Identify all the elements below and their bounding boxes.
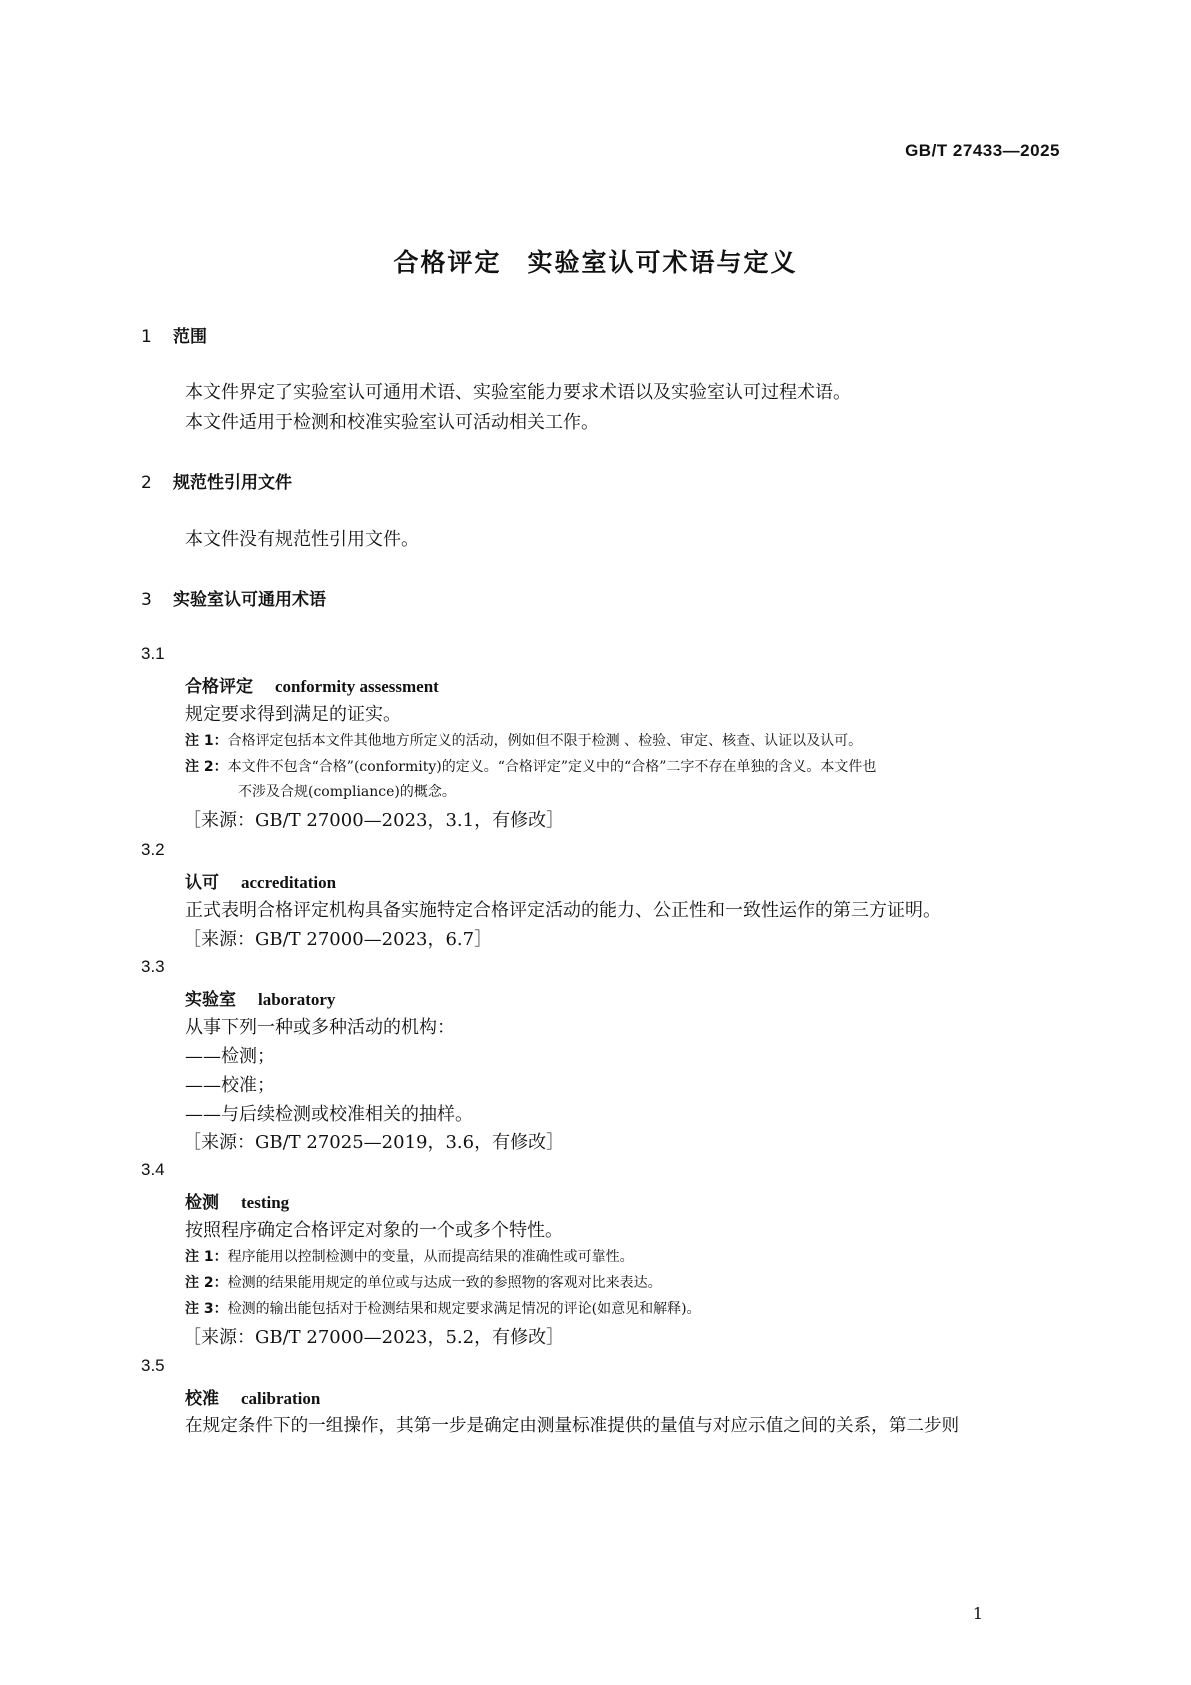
term-heading: 检测 testing [185, 1193, 290, 1213]
term-definition: 从事下列一种或多种活动的机构： [185, 1017, 455, 1038]
note: 注 3：检测的输出能包括对于检测结果和规定要求满足情况的评论(如意见和解释)。 [185, 1301, 701, 1317]
document-title [0, 243, 1191, 279]
note-continuation: 不涉及合规(compliance)的概念。 [238, 784, 456, 800]
clause-number: 3.2 [141, 840, 165, 859]
clause-number: 3.1 [141, 644, 165, 663]
list-item: ——检测； [185, 1046, 275, 1067]
term-source: ［来源：GB/T 27000—2023，5.2，有修改］ [183, 1327, 565, 1348]
term-heading: 认可 accreditation [185, 873, 337, 893]
note: 注 2：本文件不包含“合格”(conformity)的定义。“合格评定”定义中的“合格”二字不存在单独的含义。本文件也 [185, 759, 877, 775]
section-heading: 3 实验室认可通用术语 [141, 590, 326, 610]
title-part2: 实验室认可术语与定义 [527, 248, 798, 277]
page-number: 1 [972, 1604, 983, 1623]
list-item: ——校准； [185, 1075, 275, 1096]
term-definition: 在规定条件下的一组操作，其第一步是确定由测量标准提供的量值与对应示值之间的关系，第二步则 [185, 1416, 960, 1436]
title-part1: 合格评定 [393, 248, 502, 277]
term-definition: 正式表明合格评定机构具备实施特定合格评定活动的能力、公正性和一致性运作的第三方证明。 [185, 900, 941, 921]
note: 注 1：程序能用以控制检测中的变量，从而提高结果的准确性或可靠性。 [185, 1249, 634, 1265]
section-heading: 2 规范性引用文件 [141, 473, 292, 493]
term-heading: 实验室 laboratory [185, 990, 336, 1010]
paragraph: 本文件没有规范性引用文件。 [185, 529, 419, 550]
term-source: ［来源：GB/T 27025—2019，3.6，有修改］ [183, 1132, 565, 1153]
term-definition: 规定要求得到满足的证实。 [185, 704, 401, 725]
term-heading: 合格评定 conformity assessment [185, 677, 439, 697]
note: 注 1：合格评定包括本文件其他地方所定义的活动，例如但不限于检测 、检验、审定、核查、认证以及认可。 [185, 733, 863, 749]
paragraph: 本文件界定了实验室认可通用术语、实验室能力要求术语以及实验室认可过程术语。 [185, 382, 851, 403]
clause-number: 3.3 [141, 957, 165, 976]
clause-number: 3.5 [141, 1356, 165, 1375]
term-heading: 校准 calibration [185, 1389, 321, 1409]
term-source: ［来源：GB/T 27000—2023，6.7］ [183, 929, 493, 950]
paragraph: 本文件适用于检测和校准实验室认可活动相关工作。 [185, 412, 599, 433]
term-source: ［来源：GB/T 27000—2023，3.1，有修改］ [183, 810, 565, 831]
standard-number: GB/T 27433—2025 [905, 141, 1060, 160]
list-item: ——与后续检测或校准相关的抽样。 [185, 1104, 473, 1125]
term-definition: 按照程序确定合格评定对象的一个或多个特性。 [185, 1220, 563, 1241]
clause-number: 3.4 [141, 1160, 165, 1179]
note: 注 2：检测的结果能用规定的单位或与达成一致的参照物的客观对比来表达。 [185, 1275, 662, 1291]
section-heading: 1 范围 [141, 327, 207, 347]
